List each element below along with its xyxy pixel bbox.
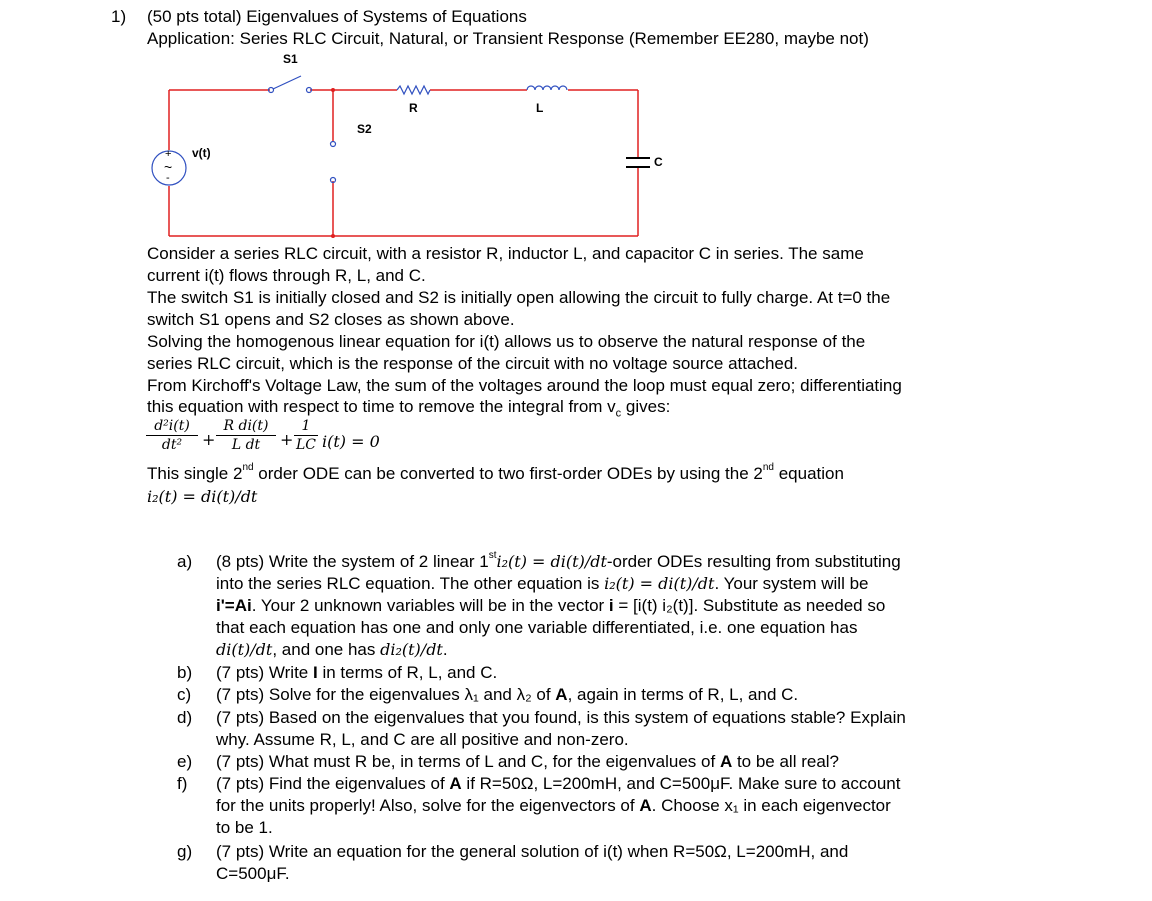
problem-title: (50 pts total) Eigenvalues of Systems of Equations	[147, 7, 527, 26]
part-text-pre: (8 pts) Write the system of 2 linear 1	[216, 552, 489, 571]
source-label: v(t)	[192, 146, 211, 160]
inductor-symbol	[527, 86, 567, 90]
part-line	[216, 817, 273, 838]
part-line	[216, 551, 901, 572]
part-text-post: -order ODEs resulting from substituting	[606, 552, 901, 571]
conversion-equation: i₂(t) = di(t)/dt	[147, 487, 258, 506]
part-text-post: . Choose x₁ in each eigenvector	[651, 796, 891, 816]
part-text-post: . Your 2 unknown variables will be in the vector	[251, 596, 609, 616]
part-text-pre: (7 pts) Find the eigenvalues of	[216, 774, 450, 793]
intro-line-8: this equation with respect to time to remove the integral from $v_c$ gives:	[147, 397, 671, 420]
part-text-pre: why. Assume R, L, and C are all positive and non-zero.	[216, 730, 629, 750]
problem-number: 1)	[111, 7, 127, 26]
part-label: f)	[177, 774, 188, 793]
part-line	[216, 841, 848, 862]
part-line	[216, 707, 906, 728]
s1-label: S1	[283, 52, 298, 66]
part-text-post2: .	[442, 640, 448, 660]
capacitor-label: C	[654, 155, 663, 169]
s2-contact-top	[331, 142, 336, 147]
part-text-bold: I	[312, 663, 318, 682]
source-tilde-icon: ~	[164, 159, 173, 175]
conversion-line: This single 2nd order ODE can be converted to two first-order ODEs by using the 2nd equation	[147, 462, 844, 483]
equation-term-3: 1 LC	[295, 418, 316, 453]
part-text-pre: (7 pts) Solve for the eigenvalues λ₁ and λ₂ of	[216, 685, 556, 704]
part-text-pre: that each equation has one and only one variable differentiated, i.e. one equation has	[216, 618, 858, 638]
source-plus-sign: +	[165, 148, 172, 160]
part-text-pre: into the series RLC equation. The other equation is	[216, 574, 605, 594]
part-text-pre: for the units properly! Also, solve for the eigenvectors of	[216, 796, 640, 816]
resistor-label: R	[409, 101, 418, 115]
part-text-pre: C=500μF.	[216, 864, 290, 884]
equation-term-2: R di(t) L dt	[216, 418, 276, 453]
intro-line-4: switch S1 opens and S2 closes as shown above.	[147, 310, 515, 329]
junction-bottom	[331, 234, 335, 238]
intro-line-2: current i(t) flows through R, L, and C.	[147, 266, 426, 285]
source-minus-sign: -	[166, 172, 170, 184]
part-text-post: to be all real?	[732, 752, 840, 771]
resistor-symbol	[397, 86, 430, 94]
part-label: c)	[177, 685, 192, 704]
part-text-bold2: i	[608, 596, 614, 616]
part-text-pre: (7 pts) Write	[216, 663, 313, 682]
application-line: Application: Series RLC Circuit, Natural, or Transient Response (Remember EE280, maybe not)	[147, 29, 869, 48]
part-line	[216, 639, 448, 660]
part-text-post: in terms of R, L, and C.	[317, 663, 498, 682]
part-line	[216, 684, 798, 705]
part-text-sup: st	[488, 550, 497, 561]
part-line	[216, 751, 839, 772]
intro-line-7: From Kirchoff's Voltage Law, the sum of the voltages around the loop must equal zero; differentiating	[147, 376, 902, 395]
equation-plus-2: +	[280, 430, 294, 449]
part-text-pre: (7 pts) What must R be, in terms of L and C, for the eigenvalues of	[216, 752, 720, 771]
part-text-bold: A	[639, 796, 652, 816]
intro-line-6: series RLC circuit, which is the response of the circuit with no voltage source attached.	[147, 354, 799, 373]
part-line	[216, 795, 891, 816]
part-text-post: if R=50Ω, L=200mH, and C=500μF. Make sure to account	[461, 774, 901, 793]
part-line	[216, 573, 868, 594]
equation-tail: i(t) = 0	[322, 432, 380, 451]
part-text-bold: i'=Ai	[216, 596, 252, 616]
part-text-bold: A	[555, 685, 568, 704]
part-text-bold: A	[449, 774, 462, 793]
part-text-post2: = [i(t) i₂(t)]. Substitute as needed so	[613, 596, 886, 616]
part-text-post: , again in terms of R, L, and C.	[567, 685, 799, 704]
part-text-post: , and one has	[272, 640, 381, 660]
part-line	[216, 617, 857, 638]
part-text-pre: (7 pts) Write an equation for the general solution of i(t) when R=50Ω, L=200mH, and	[216, 842, 849, 861]
part-line	[216, 595, 885, 616]
intro-line-1: Consider a series RLC circuit, with a resistor R, inductor L, and capacitor C in series. The same	[147, 244, 864, 263]
part-text-pre: to be 1.	[216, 818, 273, 838]
junction-top	[331, 88, 335, 92]
part-text-pre: (7 pts) Based on the eigenvalues that you found, is this system of equations stable? Explain	[216, 708, 906, 727]
part-label: d)	[177, 708, 193, 727]
intro-line-5: Solving the homogenous linear equation for i(t) allows us to observe the natural response of the	[147, 332, 866, 351]
part-label: b)	[177, 663, 193, 682]
part-text-math: i₂(t) = di(t)/dt	[604, 574, 715, 594]
part-text-math: di(t)/dt	[216, 640, 273, 660]
part-line	[216, 729, 629, 750]
part-label: g)	[177, 842, 193, 861]
part-label: e)	[177, 752, 193, 771]
part-line	[216, 662, 497, 683]
part-line	[216, 773, 900, 794]
equation-term-1: d²i(t) dt²	[146, 418, 198, 453]
rlc-circuit-diagram	[0, 0, 1152, 250]
intro-line-3: The switch S1 is initially closed and S2 is initially open allowing the circuit to fully charge. At t=0 the	[147, 288, 891, 307]
part-text-post: . Your system will be	[714, 574, 869, 594]
s1-blade	[273, 76, 301, 89]
s2-label: S2	[357, 122, 372, 136]
equation-plus-1: +	[202, 430, 216, 449]
part-text-math: i₂(t) = di(t)/dt	[496, 552, 607, 571]
inductor-label: L	[536, 101, 544, 115]
part-text-math2: di₂(t)/dt	[380, 640, 443, 660]
part-label: a)	[177, 552, 193, 571]
part-text-bold: A	[719, 752, 733, 771]
part-line	[216, 863, 290, 884]
